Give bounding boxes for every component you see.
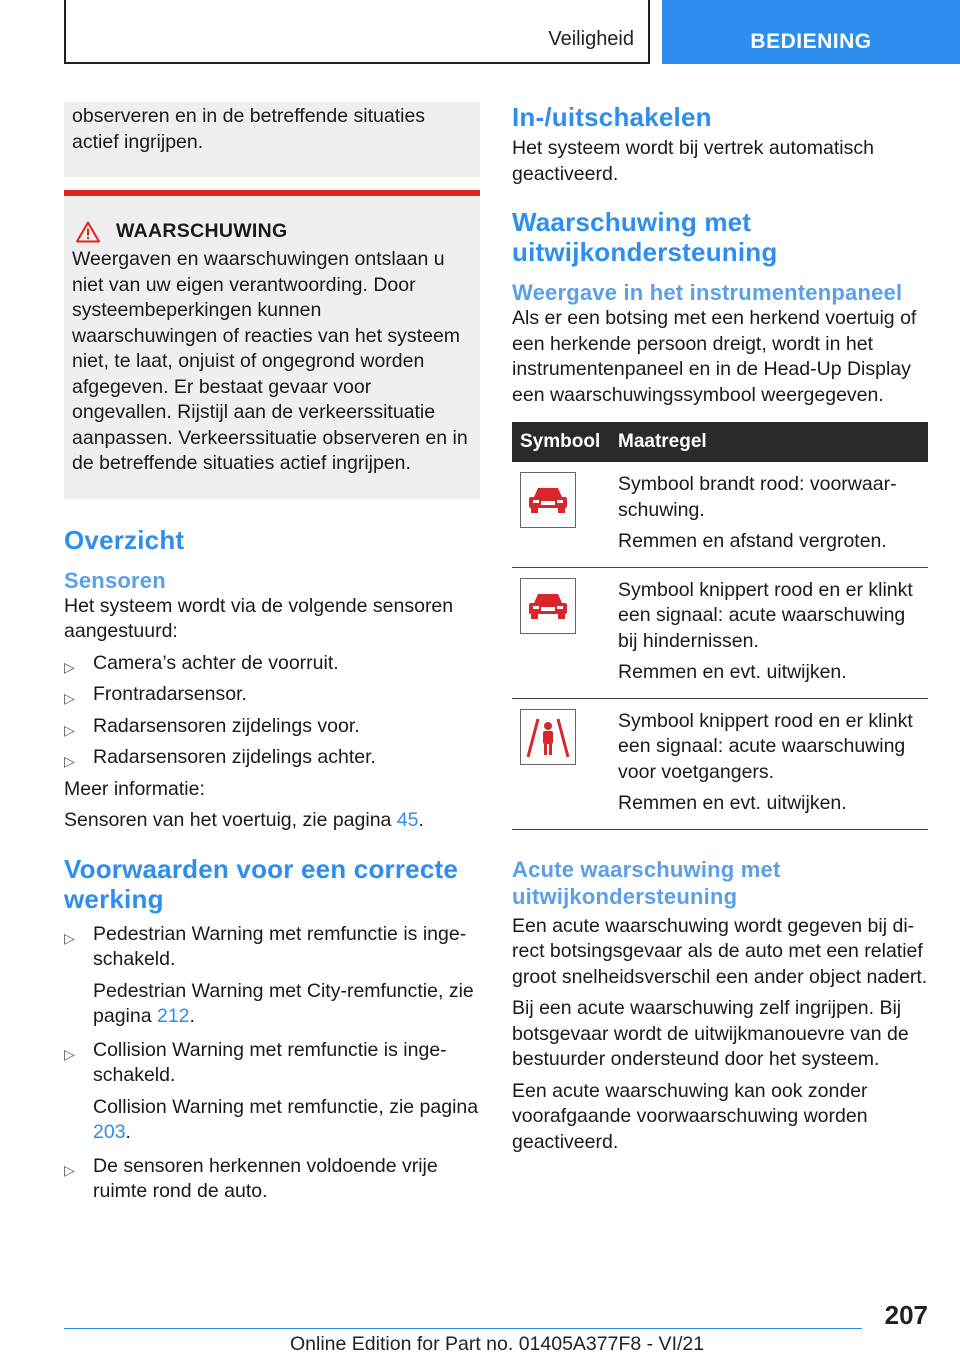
continued-warning-box bbox=[64, 102, 480, 177]
page-link-203[interactable]: 203 bbox=[93, 1121, 126, 1143]
warning-body: Weergaven en waarschuwingen ontslaan u niet van uw eigen verantwoording. Door systeembeperkingen kunnen waarschuwingen of reacties van het systeem niet, te laat, onjuist of ongegrond worden afgegeven. Er bestaat gevaar voor ongevallen. Rijstijl aan de verkeerssituatie aanpassen. Verkeerssituatie observeren en in de betreffende situaties actief ingrijpen. bbox=[72, 248, 468, 474]
heading-in-uitschakelen: In-/uitschakelen bbox=[512, 102, 712, 132]
in-uit-text: Het systeem wordt bij vertrek automatisch geactiveerd. bbox=[512, 137, 874, 185]
section-title: Veiligheid bbox=[548, 28, 634, 50]
continued-text: observeren en in de betreffende situaties actief ingrijpen. bbox=[72, 105, 426, 153]
symbol-table bbox=[512, 422, 928, 830]
page-link-212[interactable]: 212 bbox=[156, 1005, 190, 1027]
pedestrian-warning-icon bbox=[520, 709, 576, 765]
sensor-list bbox=[64, 651, 480, 771]
bullet-triangle-icon: ▷ bbox=[64, 690, 75, 706]
header-section-tab bbox=[64, 0, 650, 64]
chapter-title: BEDIENING bbox=[750, 30, 872, 53]
acute-paragraph-3: Een acute waarschuwing kan ook zonder voorafgaande voorwaarschuwing worden geactiveerd. bbox=[512, 1079, 868, 1153]
acute-paragraph-1: Een acute waarschuwing wordt gegeven bij direct botsingsgevaar als de auto met een relatief groot snelheidsverschil een ander object nadert. bbox=[512, 914, 928, 988]
left-column bbox=[64, 102, 480, 1205]
list-item: ▷ Frontradarsensor. bbox=[64, 682, 480, 708]
weergave-text: Als er een botsing met een herkend voertuig of een herkende persoon dreigt, wordt in het instrumentenpaneel en in de Head-Up Display een waarschuwingssymbool weergegeven. bbox=[512, 307, 917, 406]
bullet-triangle-icon: ▷ bbox=[64, 1161, 75, 1178]
bullet-triangle-icon: ▷ bbox=[64, 929, 75, 946]
edition-text: Online Edition for Part no. 01405A377F8 - VI/21 bbox=[290, 1333, 705, 1355]
table-row: Symbool knippert rood en er klinkt een signaal: acute waarschuwing bij hindernissen. Remmen en evt. uitwijken. bbox=[512, 567, 928, 698]
right-column bbox=[512, 102, 928, 1155]
header-chapter-tab bbox=[662, 0, 960, 64]
heading-sensoren: Sensoren bbox=[64, 567, 166, 593]
bullet-triangle-icon: ▷ bbox=[64, 753, 75, 769]
warning-heading bbox=[72, 220, 470, 243]
list-item: ▷ De sensoren herkennen voldoende vrije ruimte rond de auto. bbox=[64, 1154, 438, 1202]
bullet-triangle-icon: ▷ bbox=[64, 1045, 75, 1062]
acute-paragraph-2: Bij een acute waarschuwing zelf ingrijpen. Bij botsgevaar wordt de uitwijkmanouevre van de bestuurder ondersteund door het systeem. bbox=[512, 997, 909, 1070]
conditions-list bbox=[64, 922, 480, 1205]
car-red-warning-icon bbox=[520, 472, 576, 528]
heading-overzicht: Overzicht bbox=[64, 524, 185, 555]
more-info-label: Meer informatie: bbox=[64, 777, 205, 800]
heading-acute: Acute waarschuwing met uitwijkondersteuning bbox=[512, 856, 781, 909]
table-row: Symbool knippert rood en er klinkt een signaal: acute waarschuwing voor voetgangers. Remmen en evt. uitwijken. bbox=[512, 698, 928, 829]
car-red-flashing-icon bbox=[520, 578, 576, 634]
table-row: Symbool brandt rood: voorwaarschuwing. Remmen en afstand vergroten. bbox=[512, 462, 928, 567]
sensor-reference: Sensoren van het voertuig, zie pagina 45. bbox=[64, 809, 424, 831]
list-item: ▷ Pedestrian Warning met remfunctie is ingeschakeld. Pedestrian Warning met City-remfunctie, zie pagina 212. bbox=[64, 922, 474, 1027]
heading-waarschuwing: Waarschuwing met uitwijkondersteuning bbox=[512, 207, 778, 267]
sensoren-intro: Het systeem wordt via de volgende sensoren aangestuurd: bbox=[64, 594, 454, 642]
table-header-measure: Maatregel bbox=[610, 422, 928, 462]
page-link-45[interactable]: 45 bbox=[396, 809, 419, 831]
list-item: ▷ Collision Warning met remfunctie is ingeschakeld. Collision Warning met remfunctie, zie pagina 203. bbox=[64, 1038, 479, 1143]
bullet-triangle-icon: ▷ bbox=[64, 721, 75, 738]
warning-box bbox=[64, 196, 480, 499]
page-number: 207 bbox=[884, 1300, 928, 1330]
list-item: ▷ Radarsensoren zijdelings achter. bbox=[64, 745, 480, 771]
heading-weergave: Weergave in het instrumentenpaneel bbox=[512, 280, 903, 305]
table-header-symbol: Symbool bbox=[512, 422, 610, 462]
list-item: ▷ Radarsensoren zijdelings voor. bbox=[64, 714, 480, 740]
list-item: ▷ Camera’s achter de voorruit. bbox=[64, 651, 480, 677]
warning-triangle-icon bbox=[76, 221, 100, 243]
warning-title: WAARSCHUWING bbox=[116, 220, 288, 242]
footer-divider bbox=[64, 1328, 862, 1329]
heading-voorwaarden: Voorwaarden voor een correcte werking bbox=[64, 853, 459, 914]
bullet-triangle-icon: ▷ bbox=[64, 658, 75, 675]
